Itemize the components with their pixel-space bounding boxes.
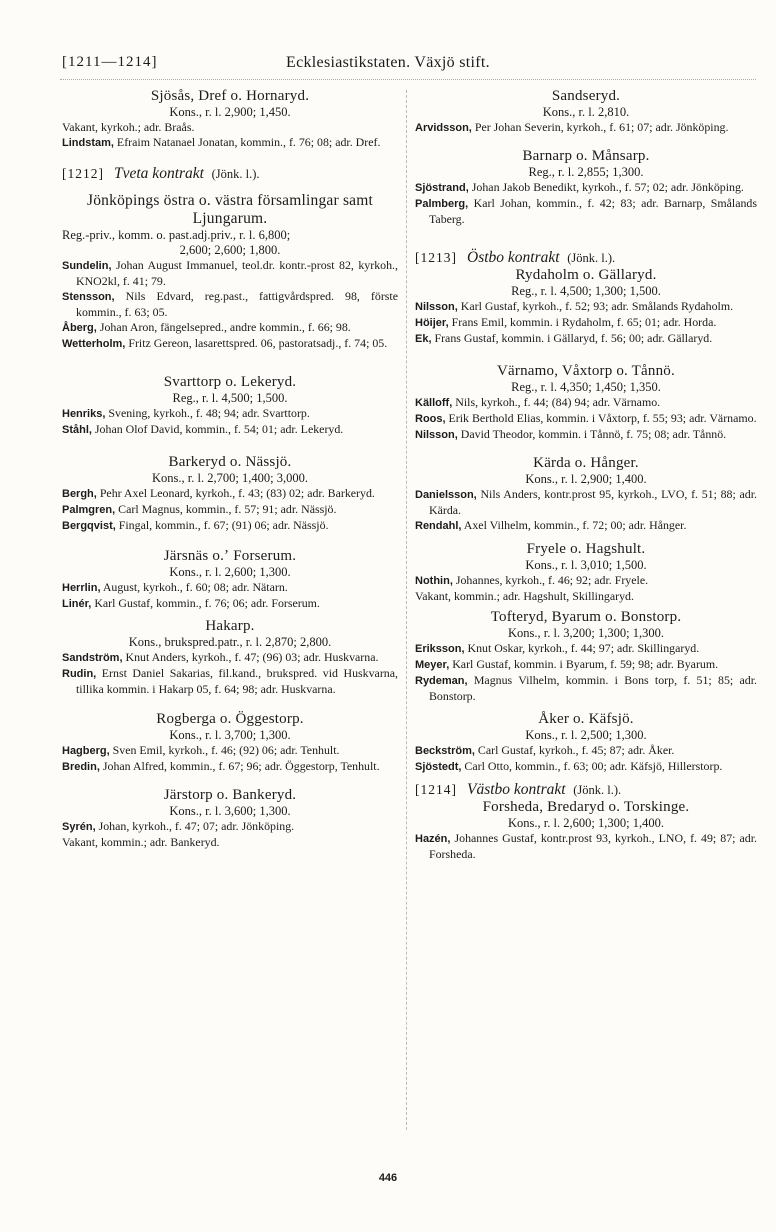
- parish-title: Fryele o. Hagshult.: [526, 541, 646, 557]
- parish-title: Rogberga o. Öggestorp.: [156, 711, 304, 727]
- parish-stats: Kons., r. l. 3,600; 1,300.: [169, 804, 291, 818]
- clergy-entry: Lindstam, Efraim Natanael Jonatan, kommin., f. 76; 08; adr. Dref.: [62, 135, 381, 149]
- clergy-name: Sjöstedt,: [415, 761, 462, 773]
- parish-title: Hakarp.: [205, 618, 255, 634]
- clergy-name: Herrlin,: [62, 582, 101, 594]
- clergy-entry: Ståhl, Johan Olof David, kommin., f. 54; 01; adr. Lekeryd.: [62, 422, 344, 436]
- section-range: [1211—1214]: [62, 54, 158, 70]
- clergy-entry: Meyer, Karl Gustaf, kommin. i Byarum, f. 59; 98; adr. Byarum.: [415, 657, 719, 671]
- clergy-name: Sjöstrand,: [415, 182, 469, 194]
- clergy-name: Danielsson,: [415, 489, 477, 501]
- clergy-entry: Vakant, kommin.; adr. Hagshult, Skillingaryd.: [415, 589, 634, 603]
- parish-stats: Kons., r. l. 2,600; 1,300; 1,400.: [508, 816, 664, 830]
- clergy-name: Sandström,: [62, 652, 123, 664]
- parish-stats: Kons., r. l. 3,700; 1,300.: [169, 728, 291, 742]
- clergy-entry: Stensson, Nils Edvard, reg.past., fattigvårdspred. 98, förste kommin., f. 63; 05.: [62, 289, 398, 319]
- parish-title: Kärda o. Hånger.: [533, 455, 639, 471]
- parish-stats: Reg., r. l. 4,500; 1,500.: [172, 391, 288, 405]
- clergy-entry: Vakant, kyrkoh.; adr. Braås.: [62, 120, 195, 134]
- parish-stats: 2,600; 2,600; 1,800.: [179, 243, 281, 257]
- clergy-name: Stensson,: [62, 291, 115, 303]
- parish-title: Värnamo, Våxtorp o. Tånnö.: [497, 363, 675, 379]
- header-rule: [60, 79, 756, 80]
- clergy-name: Wetterholm,: [62, 338, 126, 350]
- clergy-entry: Palmberg, Karl Johan, kommin., f. 42; 83; adr. Barnarp, Smålands Taberg.: [415, 196, 757, 226]
- parish-stats: Reg., r. l. 2,855; 1,300.: [528, 165, 644, 179]
- clergy-entry: Åberg, Johan Aron, fängelsepred., andre kommin., f. 66; 98.: [62, 320, 351, 334]
- clergy-name: Nilsson,: [415, 301, 458, 313]
- clergy-entry: Sjöstedt, Carl Otto, kommin., f. 63; 00; adr. Käfsjö, Hillerstorp.: [415, 759, 723, 773]
- clergy-entry: Källoff, Nils, kyrkoh., f. 44; (84) 94; adr. Värnamo.: [415, 395, 661, 409]
- parish-title: Svarttorp o. Lekeryd.: [163, 374, 297, 390]
- parish-stats: Kons., r. l. 2,810.: [542, 105, 630, 119]
- clergy-entry: Rudin, Ernst Daniel Sakarias, fil.kand., brukspred. vid Huskvarna, tillika kommin. i Hakarp 05, f. 64; 98; adr. Huskvarna.: [62, 666, 398, 696]
- parish-title: Barkeryd o. Nässjö.: [168, 454, 292, 470]
- parish-stats: Reg.-priv., komm. o. past.adj.priv., r. l. 6,800;: [62, 228, 291, 242]
- page-header: [0, 54, 776, 76]
- parish-title: Tofteryd, Byarum o. Bonstorp.: [490, 609, 682, 625]
- parish-stats: Reg., r. l. 4,350; 1,450; 1,350.: [511, 380, 661, 394]
- clergy-entry: Herrlin, August, kyrkoh., f. 60; 08; adr. Nätarn.: [62, 580, 288, 594]
- clergy-entry: Bredin, Johan Alfred, kommin., f. 67; 96; adr. Öggestorp, Tenhult.: [62, 759, 380, 773]
- clergy-entry: Eriksson, Knut Oskar, kyrkoh., f. 44; 97; adr. Skillingaryd.: [415, 641, 700, 655]
- clergy-name: Bergh,: [62, 488, 97, 500]
- clergy-entry: Wetterholm, Fritz Gereon, lasarettspred. 06, pastoratsadj., f. 74; 05.: [62, 336, 388, 350]
- parish-stats: Kons., r. l. 3,200; 1,300; 1,300.: [508, 626, 664, 640]
- clergy-entry: Hazén, Johannes Gustaf, kontr.prost 93, kyrkoh., LNO, f. 49; 87; adr. Forsheda.: [415, 831, 757, 861]
- clergy-name: Åberg,: [62, 322, 97, 334]
- clergy-name: Hazén,: [415, 833, 451, 845]
- parish-title: Järsnäs o.ʼ Forserum.: [163, 548, 297, 564]
- clergy-name: Rendahl,: [415, 520, 462, 532]
- right-column: [415, 88, 757, 862]
- clergy-name: Höijer,: [415, 317, 449, 329]
- parish-stats: Kons., r. l. 2,500; 1,300.: [525, 728, 647, 742]
- clergy-entry: Hagberg, Sven Emil, kyrkoh., f. 46; (92) 06; adr. Tenhult.: [62, 743, 340, 757]
- parish-title: Forsheda, Bredaryd o. Torskinge.: [482, 799, 690, 815]
- clergy-name: Palmgren,: [62, 504, 116, 516]
- clergy-entry: Höijer, Frans Emil, kommin. i Rydaholm, f. 65; 01; adr. Horda.: [415, 315, 717, 329]
- clergy-entry: Danielsson, Nils Anders, kontr.prost 95, kyrkoh., LVO, f. 51; 88; adr. Kärda.: [415, 487, 757, 517]
- parish-title: Åker o. Käfsjö.: [538, 711, 634, 727]
- clergy-entry: Bergh, Pehr Axel Leonard, kyrkoh., f. 43; (83) 02; adr. Barkeryd.: [62, 486, 375, 500]
- page-number: 446: [378, 1172, 398, 1184]
- clergy-name: Rydeman,: [415, 675, 468, 687]
- parish-stats: Reg., r. l. 4,500; 1,300; 1,500.: [511, 284, 661, 298]
- clergy-entry: Ek, Frans Gustaf, kommin. i Gällaryd, f. 56; 00; adr. Gällaryd.: [415, 331, 713, 345]
- kontrakt-heading: [1212] Tveta kontrakt (Jönk. l.).: [62, 165, 260, 182]
- clergy-entry: Henriks, Svening, kyrkoh., f. 48; 94; adr. Svarttorp.: [62, 406, 310, 420]
- clergy-name: Ståhl,: [62, 424, 92, 436]
- clergy-name: Eriksson,: [415, 643, 465, 655]
- clergy-name: Sundelin,: [62, 260, 112, 272]
- left-column: [62, 88, 398, 850]
- clergy-entry: Sundelin, Johan August Immanuel, teol.dr. kontr.-prost 82, kyrkoh., KNO2kl, f. 41; 79.: [62, 258, 398, 288]
- parish-title: Rydaholm o. Gällaryd.: [515, 267, 657, 283]
- parish-title: Barnarp o. Månsarp.: [522, 148, 650, 164]
- parish-stats: Kons., brukspred.patr., r. l. 2,870; 2,800.: [128, 635, 332, 649]
- clergy-name: Källoff,: [415, 397, 453, 409]
- parish-title: Jönköpings östra o. västra församlingar samt Ljungarum.: [86, 192, 374, 227]
- parish-stats: Kons., r. l. 2,900; 1,400.: [525, 472, 647, 486]
- parish-stats: Kons., r. l. 3,010; 1,500.: [525, 558, 647, 572]
- parish-stats: Kons., r. l. 2,600; 1,300.: [169, 565, 291, 579]
- clergy-name: Roos,: [415, 413, 446, 425]
- clergy-entry: Linér, Karl Gustaf, kommin., f. 76; 06; adr. Forserum.: [62, 596, 320, 610]
- clergy-name: Rudin,: [62, 668, 97, 680]
- parish-title: Sandseryd.: [551, 88, 621, 104]
- clergy-entry: Arvidsson, Per Johan Severin, kyrkoh., f. 61; 07; adr. Jönköping.: [415, 120, 729, 134]
- clergy-name: Nilsson,: [415, 429, 458, 441]
- clergy-entry: Nothin, Johannes, kyrkoh., f. 46; 92; adr. Fryele.: [415, 573, 649, 587]
- clergy-entry: Palmgren, Carl Magnus, kommin., f. 57; 91; adr. Nässjö.: [62, 502, 337, 516]
- parish-stats: Kons., r. l. 2,700; 1,400; 3,000.: [152, 471, 308, 485]
- clergy-entry: Roos, Erik Berthold Elias, kommin. i Våxtorp, f. 55; 93; adr. Värnamo.: [415, 411, 757, 425]
- parish-stats: Kons., r. l. 2,900; 1,450.: [169, 105, 291, 119]
- clergy-entry: Nilsson, David Theodor, kommin. i Tånnö, f. 75; 08; adr. Tånnö.: [415, 427, 727, 441]
- kontrakt-heading: [1213] Östbo kontrakt (Jönk. l.).: [415, 249, 616, 266]
- clergy-name: Ek,: [415, 333, 432, 345]
- clergy-name: Bredin,: [62, 761, 100, 773]
- clergy-name: Hagberg,: [62, 745, 110, 757]
- clergy-entry: Sandström, Knut Anders, kyrkoh., f. 47; (96) 03; adr. Huskvarna.: [62, 650, 379, 664]
- clergy-entry: Syrén, Johan, kyrkoh., f. 47; 07; adr. Jönköping.: [62, 819, 295, 833]
- clergy-entry: Rendahl, Axel Vilhelm, kommin., f. 72; 00; adr. Hånger.: [415, 518, 687, 532]
- clergy-name: Arvidsson,: [415, 122, 472, 134]
- clergy-entry: Bergqvist, Fingal, kommin., f. 67; (91) 06; adr. Nässjö.: [62, 518, 329, 532]
- column-divider: [406, 90, 407, 1130]
- clergy-entry: Rydeman, Magnus Vilhelm, kommin. i Bons torp, f. 51; 85; adr. Bonstorp.: [415, 673, 757, 703]
- clergy-entry: Sjöstrand, Johan Jakob Benedikt, kyrkoh., f. 57; 02; adr. Jönköping.: [415, 180, 744, 194]
- parish-title: Järstorp o. Bankeryd.: [163, 787, 297, 803]
- clergy-name: Nothin,: [415, 575, 453, 587]
- clergy-entry: Beckström, Carl Gustaf, kyrkoh., f. 45; 87; adr. Åker.: [415, 743, 675, 757]
- clergy-entry: Vakant, kommin.; adr. Bankeryd.: [62, 835, 220, 849]
- clergy-name: Henriks,: [62, 408, 106, 420]
- clergy-name: Palmberg,: [415, 198, 469, 210]
- parish-title: Sjösås, Dref o. Hornaryd.: [150, 88, 310, 104]
- clergy-entry: Nilsson, Karl Gustaf, kyrkoh., f. 52; 93; adr. Smålands Rydaholm.: [415, 299, 734, 313]
- page-title: Ecklesiastikstaten. Växjö stift.: [286, 54, 490, 71]
- clergy-name: Bergqvist,: [62, 520, 116, 532]
- clergy-name: Lindstam,: [62, 137, 114, 149]
- clergy-name: Linér,: [62, 598, 92, 610]
- clergy-name: Meyer,: [415, 659, 450, 671]
- clergy-name: Beckström,: [415, 745, 475, 757]
- kontrakt-heading: [1214] Västbo kontrakt (Jönk. l.).: [415, 781, 622, 798]
- clergy-name: Syrén,: [62, 821, 96, 833]
